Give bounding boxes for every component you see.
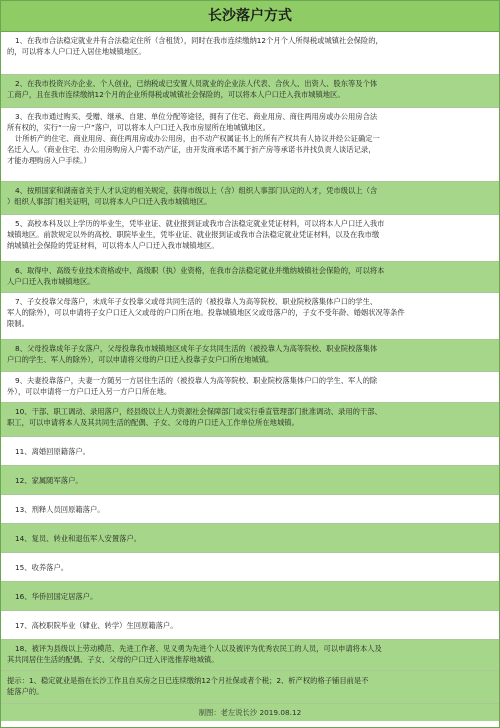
tips-line-1: 提示：1、稳定就业是指在长沙工作且自买房之日已连续缴纳12个月社保或者个税；2、析产权的格子铺目前是不 xyxy=(7,676,369,685)
item-2-line-1: 2、在我市投资兴办企业、个人创业，已纳税或已安置人员就业的企业法人代表、合伙人、出资人、股东等及个体 xyxy=(15,79,378,88)
item-8-line-1: 8、父母投靠成年子女落户，父母投靠我市城镇地区成年子女共同生活的（被投靠人为高等院校、职业院校落集体 xyxy=(15,344,378,353)
list-item-9 xyxy=(1,372,499,403)
item-3-line-4: 名迁入人。（商业住宅、办公用房购房入户需不动产证，由开发商承诺不属于折产房等承诺书并找负责人谈话记录， xyxy=(7,145,376,154)
list-item-15 xyxy=(1,553,499,582)
list-item-18 xyxy=(1,640,499,671)
list-item-1 xyxy=(1,32,499,75)
item-5-line-1: 5、高校本科及以上学历的毕业生，凭毕业证、就业报到证或我市合法稳定就业凭证材料，可以将本人户口迁入我市 xyxy=(15,219,385,228)
item-12-line-1: 12、家属随军落户。 xyxy=(15,475,83,485)
list-item-3 xyxy=(1,108,499,182)
item-18-line-2: 其共同居住生活的配偶、子女、父母的户口迁入评选推荐地城镇。 xyxy=(7,655,219,664)
item-5-line-3: 纳城镇社会保险的凭证材料，可以将本人户口迁入我市城镇地区。 xyxy=(7,241,219,250)
item-1-line-2: 的，可以将本人户口迁入居住地城镇地区。 xyxy=(7,47,146,56)
item-4-line-1: 4、按照国家和湖南省关于人才认定的相关规定，获得市级以上（含）组织人事部门认定的人才，凭市级以上（含 xyxy=(15,186,378,195)
item-7-line-3: 限制。 xyxy=(7,319,29,328)
item-6-line-2: 人户口迁入我市城镇地区。 xyxy=(7,277,95,286)
item-3-line-1: 3、在我市通过购买、受赠、继承、自建、单位分配等途径，拥有了住宅、商业用房、商住两用房或办公用房合法 xyxy=(15,112,378,121)
item-10-line-1: 10、干部、职工调动、录用落户，经县级以上人力资源社会保障部门或实行垂直管理部门批准调动、录用的干部、 xyxy=(15,407,382,416)
item-7-line-1: 7、子女投靠父母落户，未成年子女投靠父或母共同生活的（被投靠人为高等院校、职业院校落集体户口的学生、 xyxy=(15,297,378,306)
page-title: 长沙落户方式 xyxy=(1,1,499,32)
list-item-17 xyxy=(1,611,499,640)
item-10-line-2: 职工，可以申请将本人及其共同生活的配偶、子女、父母的户口迁入工作单位所在地城镇。 xyxy=(7,418,299,427)
list-item-4 xyxy=(1,182,499,215)
item-9-line-2: 外），可以申请将一方户口迁入另一方户口所在地。 xyxy=(7,387,172,396)
item-8-line-2: 户口的学生、军人的除外），可以申请将父母的户口迁入投靠子女户口所在地城镇。 xyxy=(7,355,274,364)
list-item-12 xyxy=(1,466,499,495)
item-17-line-1: 17、高校职院毕业（肄业、转学）生回原籍落户。 xyxy=(15,620,178,630)
item-16-line-1: 16、华侨回国定居落户。 xyxy=(15,591,98,601)
item-7-line-2: 军人的除外），可以申请将子女户口迁入父或母的户口所在地。投靠城镇地区父或母落户的，子女不受年龄、婚姻状况等条件 xyxy=(7,308,405,317)
tips-line-2: 能落户的。 xyxy=(7,687,44,696)
tips-note xyxy=(1,671,499,704)
list-item-7 xyxy=(1,293,499,340)
item-3-line-5: 才能办理购房入户手续。） xyxy=(7,156,91,165)
list-item-6 xyxy=(1,262,499,293)
item-5-line-2: 城镇地区。前款规定以外的高校、职院毕业生，凭毕业证、就业报到证或我市合法稳定就业凭证材料，以及在我市缴 xyxy=(7,230,380,239)
list-item-10 xyxy=(1,403,499,437)
list-item-2 xyxy=(1,75,499,108)
item-3-line-2: 所有权的，实行“一房一户”落户，可以将本人户口迁入我市房屋所在地城镇地区。 xyxy=(7,123,270,132)
item-9-line-1: 9、夫妻投靠落户，夫妻一方随另一方居住生活的（被投靠人为高等院校、职业院校落集体户口的学生、军人的除 xyxy=(15,376,378,385)
list-item-13 xyxy=(1,495,499,524)
item-18-line-1: 18、被评为县级以上劳动模范、先进工作者、见义勇为先进个人以及被评为优秀农民工的人员，可以申请将本人及 xyxy=(15,644,382,653)
list-item-5 xyxy=(1,215,499,262)
credit-footer: 制图：老左说长沙 2019.08.12 xyxy=(1,704,499,721)
item-14-line-1: 14、复员、转业和退伍军人安置落户。 xyxy=(15,533,142,543)
list-item-11 xyxy=(1,437,499,466)
item-11-line-1: 11、离婚回原籍落户。 xyxy=(15,446,90,456)
list-item-16 xyxy=(1,582,499,611)
item-3-line-3: 计所析产的住宅、商业用房、商住两用房或办公用房，由不动产权属证书上的所有产权共有人协议并经公证确定一 xyxy=(15,134,380,143)
list-item-8 xyxy=(1,340,499,372)
item-1-line-1: 1、在我市合法稳定就业并有合法稳定住所（含租赁），同时在我市连续缴纳12个月个人所得税或城镇社会保险的， xyxy=(15,36,383,45)
item-13-line-1: 13、刑释人员回原籍落户。 xyxy=(15,504,105,514)
item-15-line-1: 15、收养落户。 xyxy=(15,562,69,572)
list-item-14 xyxy=(1,524,499,553)
item-4-line-2: ）组织人事部门相关证明，可以将本人户口迁入我市城镇地区。 xyxy=(7,197,212,206)
item-6-line-1: 6、取得中、高级专业技术资格或中、高级职（执）业资格，在我市合法稳定就业并缴纳城镇社会保险的，可以将本 xyxy=(15,266,385,275)
item-2-line-2: 工商户，且在我市连续缴纳12个月的企业所得税或城镇社会保险的，可以将本人户口迁入我市城镇地区。 xyxy=(7,90,345,99)
